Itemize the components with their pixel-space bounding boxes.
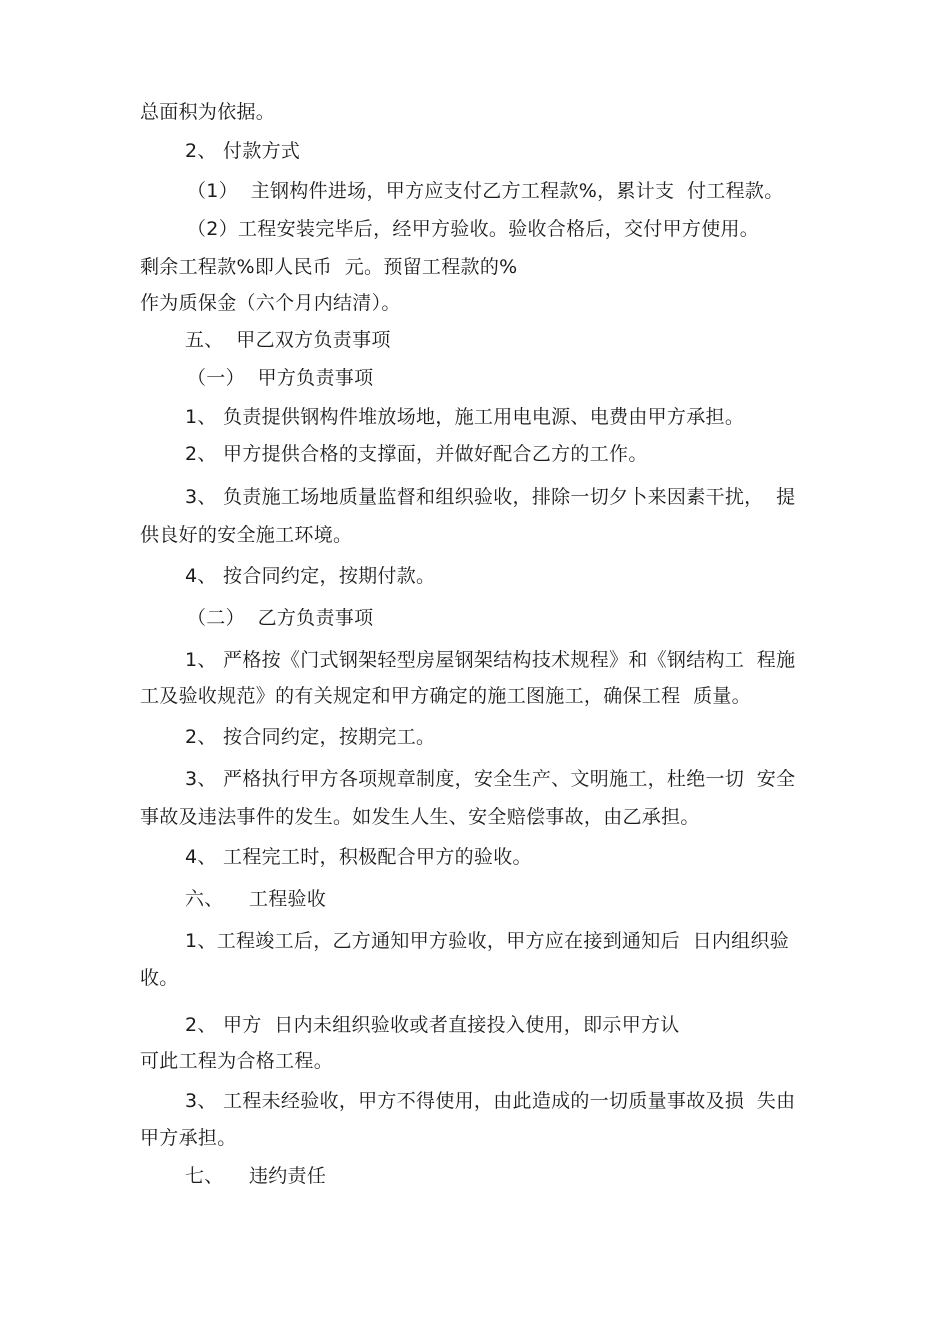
paragraph-line: 供良好的安全施工环境。 (140, 524, 353, 546)
paragraph-line: （1） 主钢构件进场，甲方应支付乙方工程款%，累计支 付工程款。 (187, 180, 784, 202)
paragraph-line: 1、 负责提供钢构件堆放场地，施工用电电源、电费由甲方承担。 (185, 406, 745, 428)
paragraph-line: （2）工程安装完毕后，经甲方验收。验收合格后，交付甲方使用。 (187, 218, 760, 240)
paragraph-line: 事故及违法事件的发生。如发生人生、安全赔偿事故，由乙承担。 (140, 806, 700, 828)
paragraph-line: 收。 (140, 967, 179, 989)
section-heading: 2、 付款方式 (185, 140, 301, 162)
subsection-heading: （二） 乙方负责事项 (187, 607, 374, 629)
paragraph-line: 3、 负责施工场地质量监督和组织验收，排除一切夕卜来因素干扰， 提 (185, 486, 796, 508)
paragraph-line: 剩余工程款%即人民币 元。预留工程款的% (140, 256, 518, 278)
paragraph-line: 1、工程竣工后，乙方通知甲方验收，甲方应在接到通知后 日内组织验 (185, 930, 790, 952)
paragraph-line: 4、 按合同约定，按期付款。 (185, 565, 436, 587)
paragraph-line: 可此工程为合格工程。 (140, 1050, 334, 1072)
paragraph-line: 甲方承担。 (140, 1127, 237, 1149)
paragraph-line: 4、 工程完工时，积极配合甲方的验收。 (185, 846, 532, 868)
paragraph-line: 2、 甲方 日内未组织验收或者直接投入使用，即示甲方认 (185, 1014, 680, 1036)
section-heading: 六、 工程验收 (185, 888, 327, 910)
paragraph-line: 3、 工程未经验收，甲方不得使用，由此造成的一切质量事故及损 失由 (185, 1090, 796, 1112)
paragraph-line: 作为质保金（六个月内结清）。 (140, 292, 401, 314)
section-heading: 七、 违约责任 (185, 1165, 327, 1187)
paragraph-line: 工及验收规范》的有关规定和甲方确定的施工图施工，确保工程 质量。 (140, 685, 751, 707)
paragraph-line: 2、 按合同约定，按期完工。 (185, 726, 436, 748)
paragraph-line: 总面积为依据。 (140, 101, 276, 123)
paragraph-line: 2、 甲方提供合格的支撑面，并做好配合乙方的工作。 (185, 443, 648, 465)
section-heading: 五、 甲乙双方负责事项 (185, 329, 391, 351)
subsection-heading: （一） 甲方负责事项 (187, 367, 374, 389)
paragraph-line: 3、 严格执行甲方各项规章制度，安全生产、文明施工，杜绝一切 安全 (185, 768, 796, 790)
paragraph-line: 1、 严格按《门式钢架轻型房屋钢架结构技术规程》和《钢结构工 程施 (185, 649, 796, 671)
